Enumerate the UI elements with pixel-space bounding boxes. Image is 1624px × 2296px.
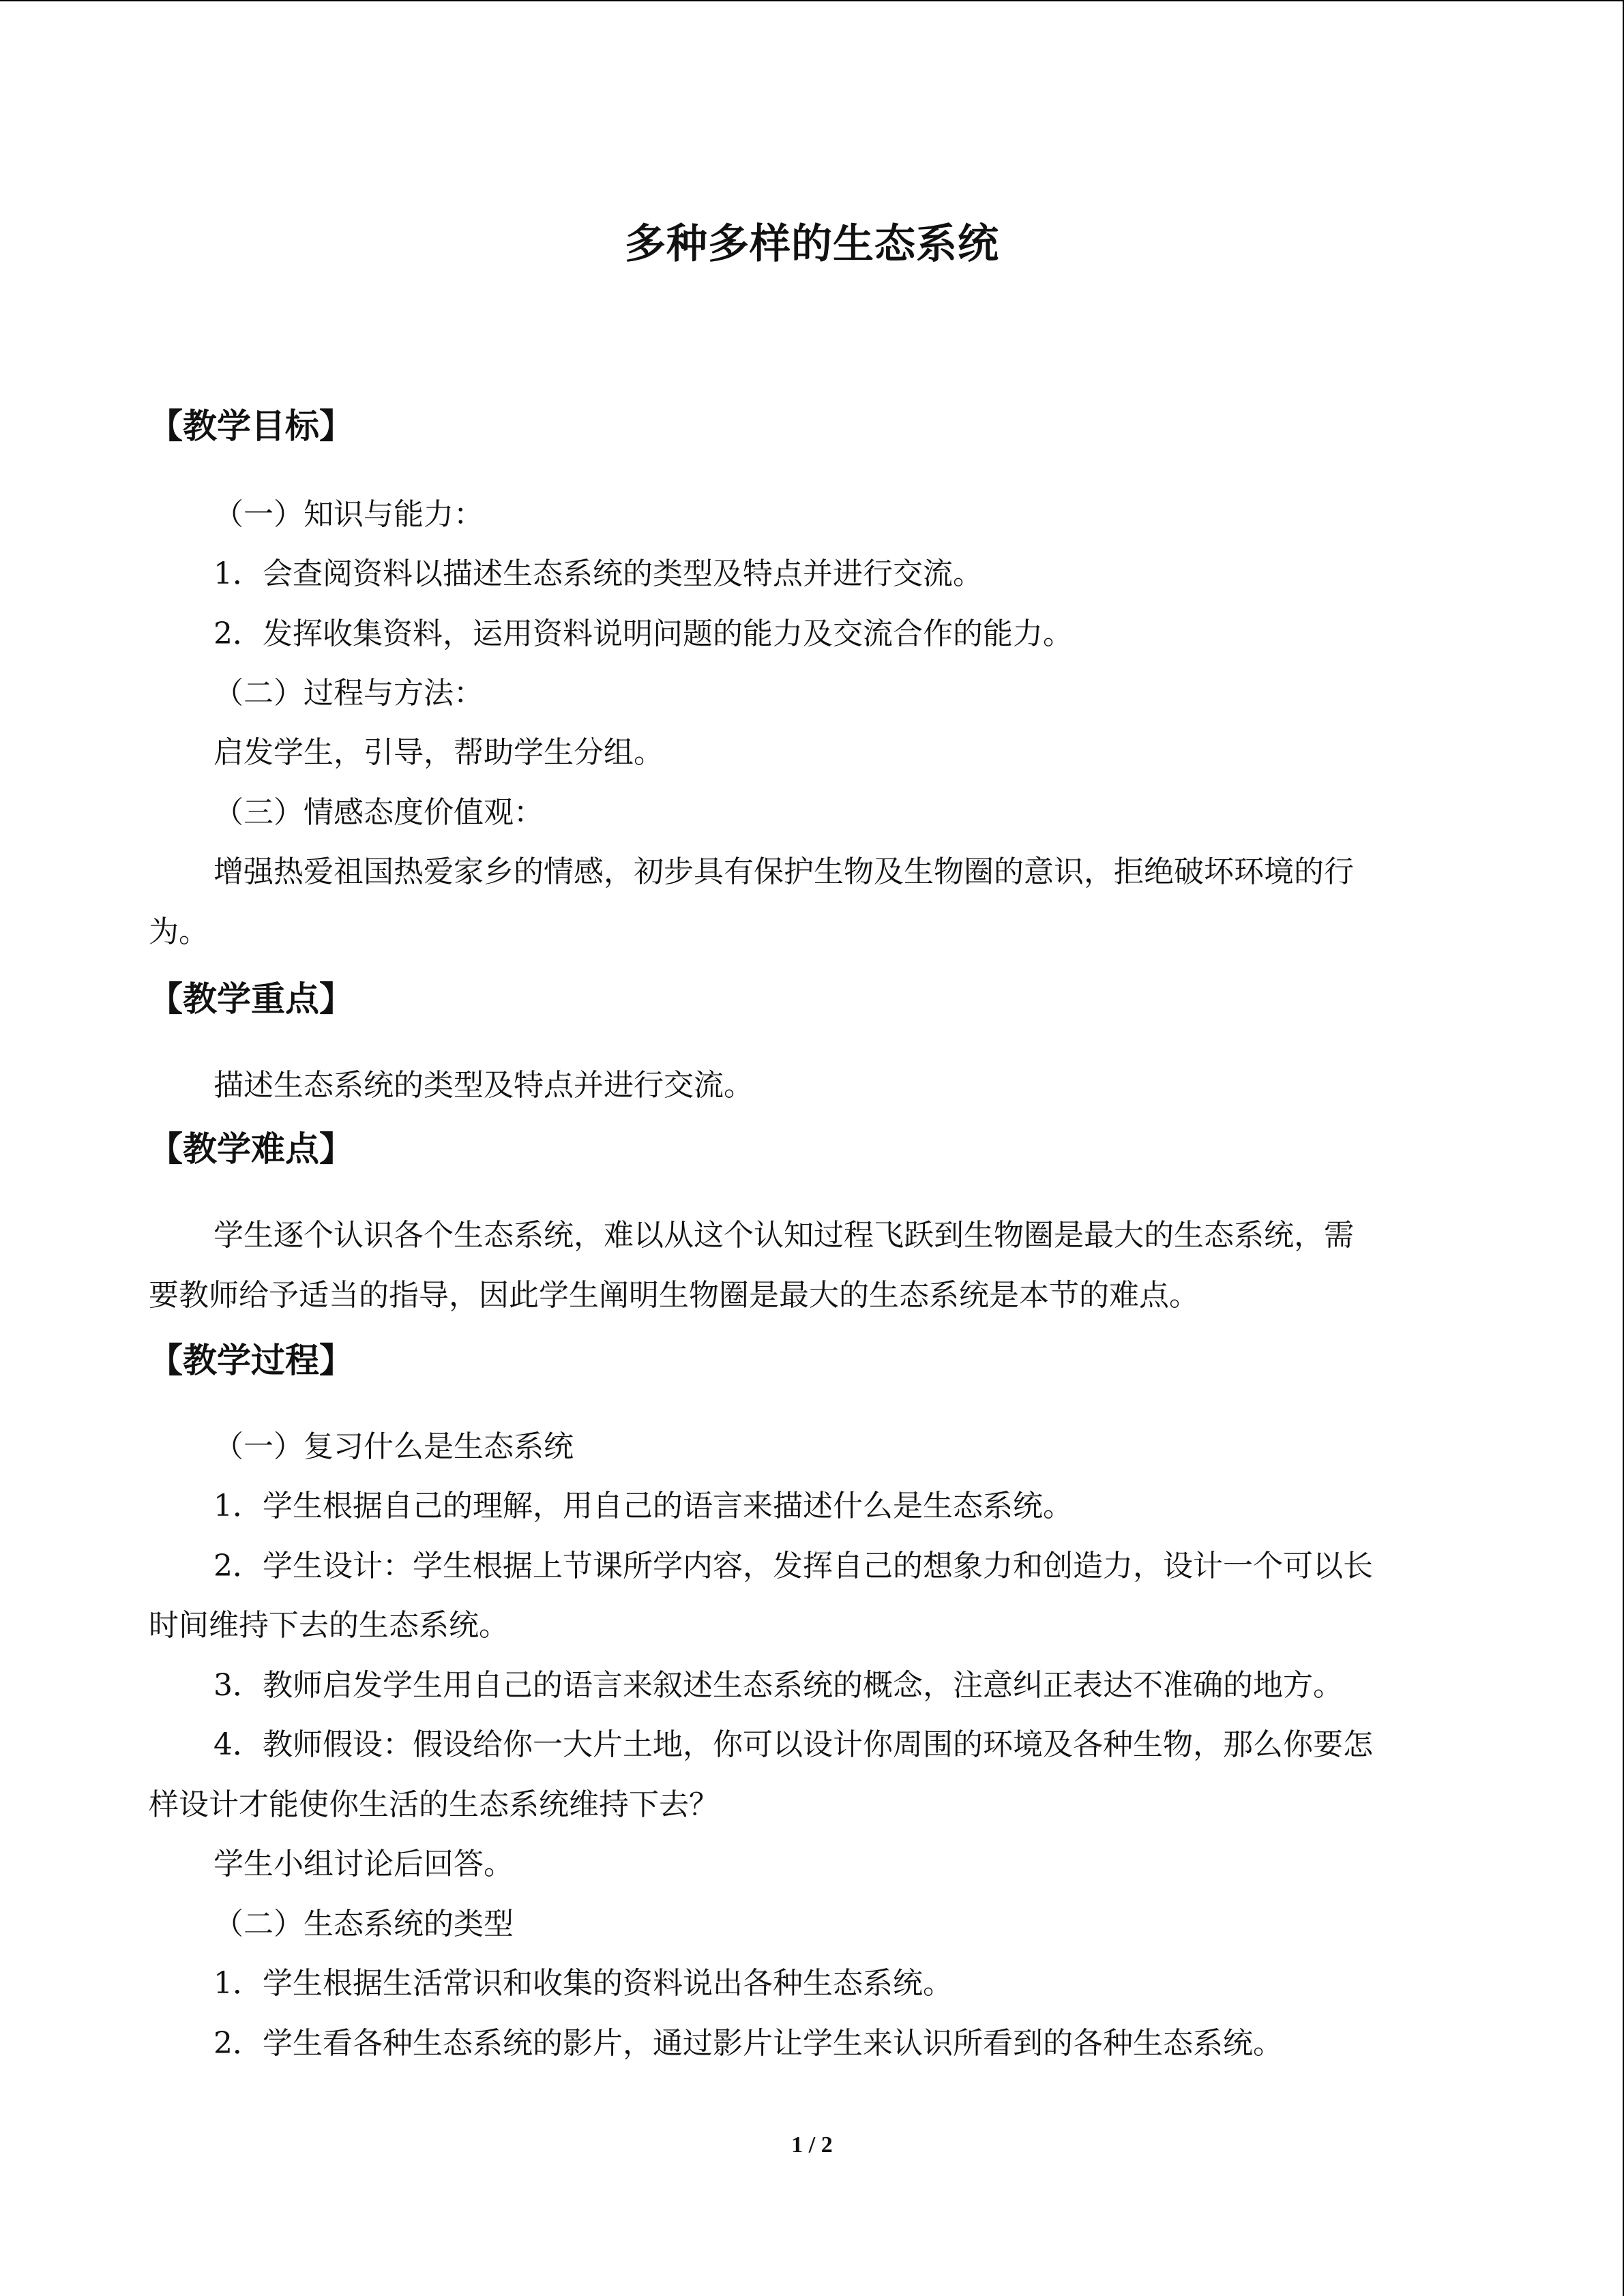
goals-attitude-text-line1: 增强热爱祖国热爱家乡的情感，初步具有保护生物及生物圈的意识，拒绝破坏环境的行 [213, 854, 1354, 889]
difficulty-text-line1: 学生逐个认识各个生态系统，难以从这个认知过程飞跃到生物圈是最大的生态系统，需 [213, 1218, 1354, 1253]
process-item-2-line1: 2．学生设计：学生根据上节课所学内容，发挥自己的想象力和创造力，设计一个可以长 [213, 1549, 1373, 1583]
process-subheading-types: （二）生态系统的类型 [213, 1907, 514, 1941]
goals-subheading-attitude: （三）情感态度价值观： [213, 795, 544, 830]
difficulty-text-line2: 要教师给予适当的指导，因此学生阐明生物圈是最大的生态系统是本节的难点。 [149, 1278, 1199, 1313]
section-heading-goals: 【教学目标】 [149, 406, 353, 446]
section-heading-difficulty: 【教学难点】 [149, 1129, 353, 1169]
process-item-3: 3．教师启发学生用自己的语言来叙述生态系统的概念，注意纠正表达不准确的地方。 [213, 1668, 1343, 1703]
page-number: 1 / 2 [791, 2132, 833, 2158]
goals-subheading-process: （二）过程与方法： [213, 676, 484, 711]
goals-subheading-knowledge: （一）知识与能力： [213, 497, 484, 532]
goals-attitude-text-line2: 为。 [149, 914, 209, 949]
page-top-border [0, 0, 1624, 1]
process-item-2-line2: 时间维持下去的生态系统。 [149, 1608, 509, 1643]
key-text: 描述生态系统的类型及特点并进行交流。 [213, 1068, 754, 1103]
goals-process-text: 启发学生，引导，帮助学生分组。 [213, 735, 664, 770]
goals-item-1: 1．会查阅资料以描述生态系统的类型及特点并进行交流。 [213, 556, 983, 591]
page-title: 多种多样的生态系统 [625, 220, 999, 268]
process-item-4-line1: 4．教师假设：假设给你一大片土地，你可以设计你周围的环境及各种生物，那么你要怎 [213, 1727, 1373, 1762]
process-item-5: 1．学生根据生活常识和收集的资料说出各种生态系统。 [213, 1966, 953, 2001]
section-heading-process: 【教学过程】 [149, 1340, 353, 1380]
process-discussion-text: 学生小组讨论后回答。 [213, 1847, 514, 1881]
process-item-1: 1．学生根据自己的理解，用自己的语言来描述什么是生态系统。 [213, 1489, 1073, 1523]
section-heading-key: 【教学重点】 [149, 979, 353, 1019]
process-subheading-review: （一）复习什么是生态系统 [213, 1429, 574, 1464]
process-item-4-line2: 样设计才能使你生活的生态系统维持下去？ [149, 1787, 719, 1822]
goals-item-2: 2．发挥收集资料，运用资料说明问题的能力及交流合作的能力。 [213, 616, 1073, 651]
process-item-6: 2．学生看各种生态系统的影片，通过影片让学生来认识所看到的各种生态系统。 [213, 2026, 1283, 2061]
